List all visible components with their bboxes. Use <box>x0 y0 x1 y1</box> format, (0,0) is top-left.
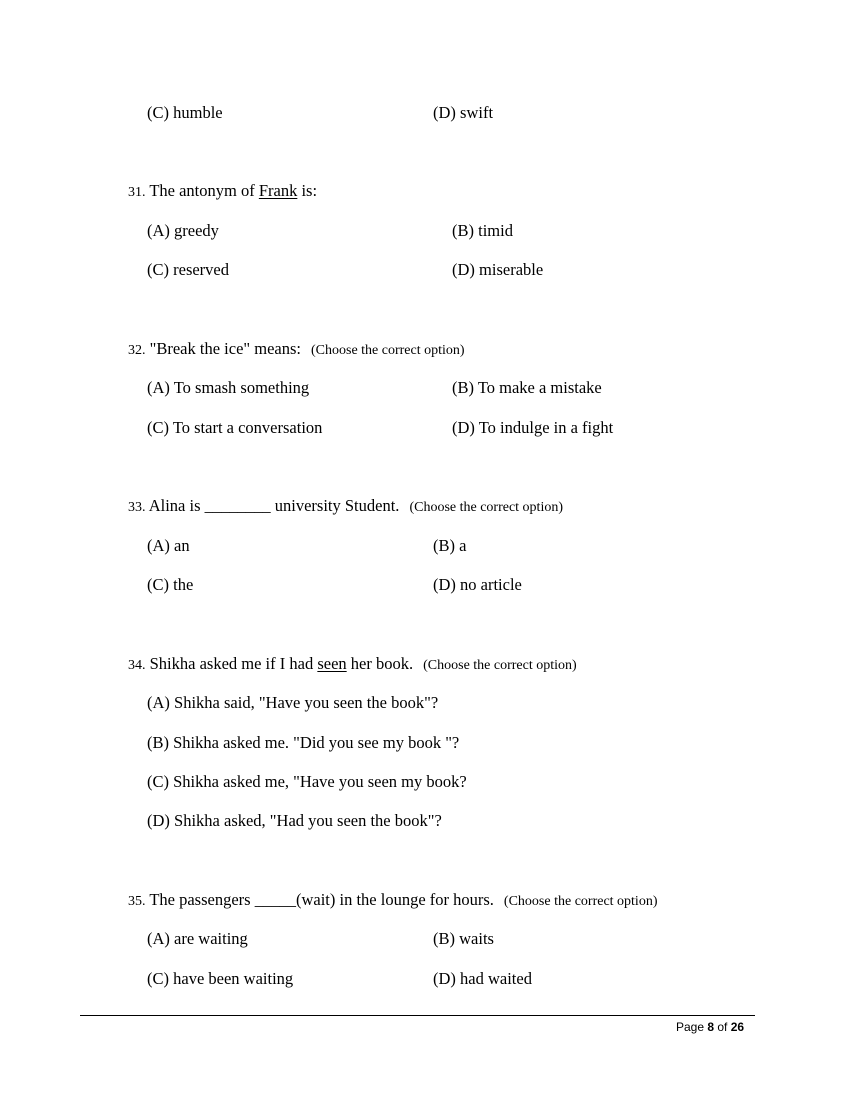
option-a: (A) an <box>147 536 190 555</box>
option-a: (A) are waiting <box>147 929 248 948</box>
question-number: 32. <box>128 343 146 358</box>
option-d: (D) Shikha asked, "Had you seen the book"? <box>147 811 442 830</box>
option-c: (C) humble <box>147 103 223 122</box>
option-b: (B) a <box>433 536 467 555</box>
option-c: (C) To start a conversation <box>147 418 323 437</box>
question-34 <box>128 654 577 674</box>
option-b: (B) To make a mistake <box>452 378 602 397</box>
question-text-end: (wait) in the lounge for hours. <box>295 890 494 909</box>
option-c: (C) have been waiting <box>147 969 294 988</box>
question-number: 31. <box>128 185 146 200</box>
question-text: Alina is <box>145 496 205 515</box>
option-d: (D) no article <box>433 575 522 594</box>
underlined-word: seen <box>317 654 347 673</box>
option-d: (D) swift <box>433 103 494 122</box>
option-a: (A) To smash something <box>147 378 310 397</box>
question-text-end: is: <box>297 181 318 200</box>
question-32 <box>128 339 465 359</box>
underlined-word: Frank <box>258 181 298 200</box>
question-number: 35. <box>128 894 146 909</box>
fill-blank: ________ <box>204 496 271 515</box>
of-word: of <box>714 1020 731 1034</box>
question-text: "Break the ice" means: <box>145 339 301 358</box>
option-a: (A) greedy <box>147 221 219 240</box>
question-number: 34. <box>128 658 146 673</box>
total-pages: 26 <box>730 1020 745 1034</box>
option-c: (C) Shikha asked me, "Have you seen my book? <box>147 772 467 791</box>
fill-blank: _____ <box>254 890 296 909</box>
question-hint: (Choose the correct option) <box>409 500 563 515</box>
question-number: 33. <box>128 500 146 515</box>
footer-divider <box>80 1015 755 1016</box>
option-c: (C) reserved <box>147 260 230 279</box>
page-word: Page <box>676 1020 708 1034</box>
option-d: (D) miserable <box>452 260 544 279</box>
question-text-end: university Student. <box>270 496 400 515</box>
option-b: (B) waits <box>433 929 494 948</box>
question-text-end: her book. <box>346 654 414 673</box>
option-b: (B) timid <box>452 221 513 240</box>
question-hint: (Choose the correct option) <box>503 894 658 909</box>
question-31 <box>128 181 317 201</box>
option-c: (C) the <box>147 575 194 594</box>
question-hint: (Choose the correct option) <box>311 343 465 358</box>
option-b: (B) Shikha asked me. "Did you see my book "? <box>147 733 460 752</box>
option-a: (A) Shikha said, "Have you seen the book"? <box>147 693 439 712</box>
question-text: Shikha asked me if I had <box>145 654 318 673</box>
question-text: The antonym of <box>145 181 259 200</box>
question-35 <box>128 890 657 910</box>
question-hint: (Choose the correct option) <box>423 658 577 673</box>
option-d: (D) To indulge in a fight <box>452 418 614 437</box>
question-33 <box>128 496 563 516</box>
question-text: The passengers <box>145 890 255 909</box>
page-number <box>676 1020 744 1034</box>
current-page: 8 <box>707 1020 715 1034</box>
option-d: (D) had waited <box>433 969 532 988</box>
